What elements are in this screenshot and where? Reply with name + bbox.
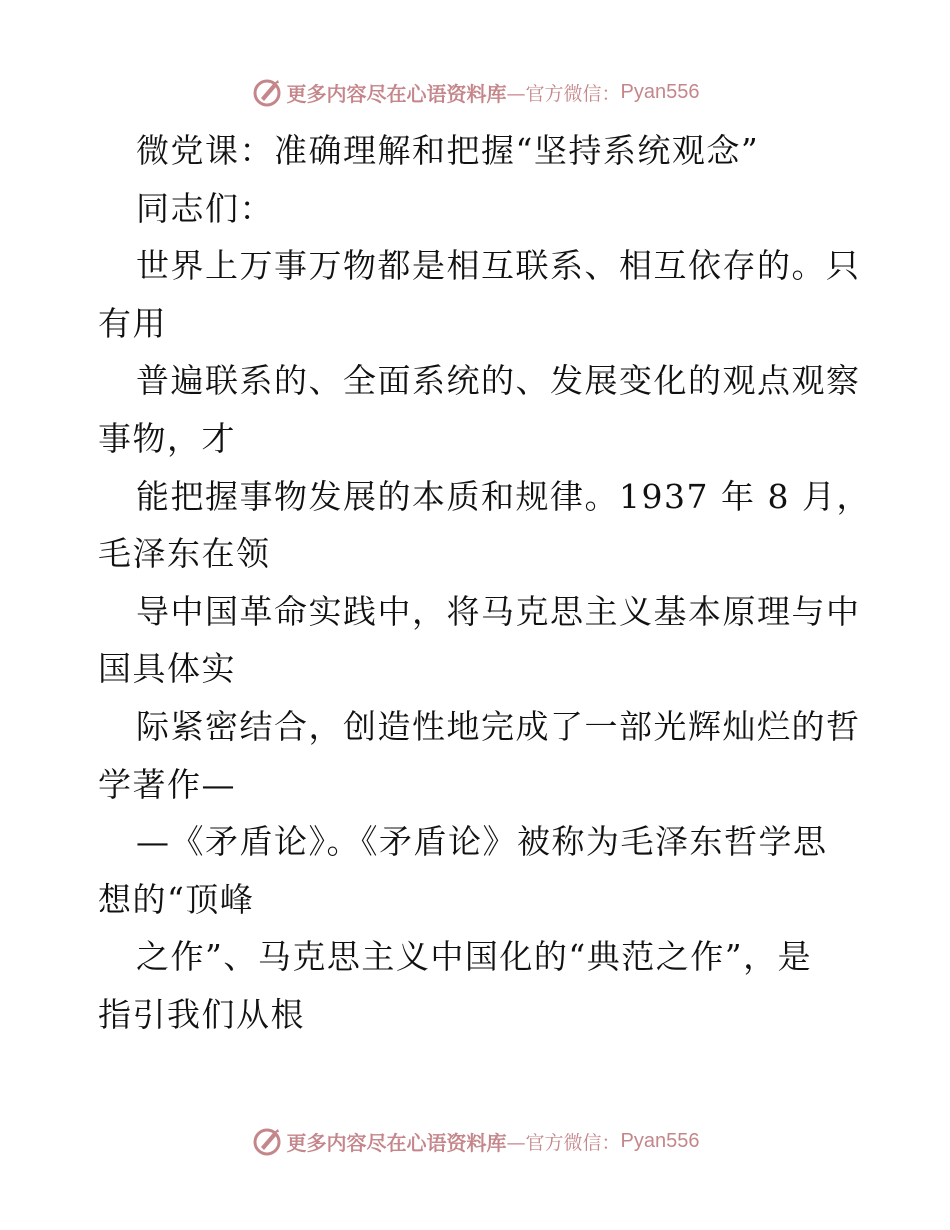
watermark-sub: —官方微信： [506, 82, 621, 105]
text-line: 想的“顶峰 [98, 879, 255, 919]
logo-icon [251, 1125, 283, 1157]
watermark-id: Pyan556 [620, 80, 700, 103]
header-watermark [0, 72, 950, 112]
doc-salutation: 同志们： [136, 188, 274, 228]
text-line: 学著作— [98, 764, 236, 804]
watermark-id: Pyan556 [620, 1129, 700, 1152]
text-line: 国具体实 [98, 649, 236, 689]
text-line: 有用 [98, 303, 167, 343]
footer-watermark [0, 1121, 950, 1161]
text-line: 导中国革命实践中，将马克思主义基本原理与中 [136, 591, 861, 631]
text-line: 能把握事物发展的本质和规律。1937 年 8 月， [136, 476, 871, 516]
text-line: —《矛盾论》。《矛盾论》被称为毛泽东哲学思 [136, 822, 828, 862]
watermark-sub: —官方微信： [506, 1131, 621, 1154]
text-line: 之作”、马克思主义中国化的“典范之作”，是 [136, 937, 813, 977]
text-line: 普遍联系的、全面系统的、发展变化的观点观察 [136, 361, 861, 401]
text-line: 事物，才 [98, 418, 236, 458]
watermark-text: 更多内容尽在心语资料库 [286, 81, 507, 106]
text-line: 世界上万事万物都是相互联系、相互依存的。只 [136, 246, 861, 286]
text-line: 指引我们从根 [98, 994, 305, 1034]
logo-icon [251, 76, 283, 108]
document-body [98, 122, 871, 1044]
doc-title: 微党课：准确理解和把握“坚持系统观念” [136, 131, 760, 170]
watermark-text: 更多内容尽在心语资料库 [286, 1130, 507, 1155]
text-line: 毛泽东在领 [98, 534, 271, 574]
text-line: 际紧密结合，创造性地完成了一部光辉灿烂的哲 [136, 706, 861, 746]
